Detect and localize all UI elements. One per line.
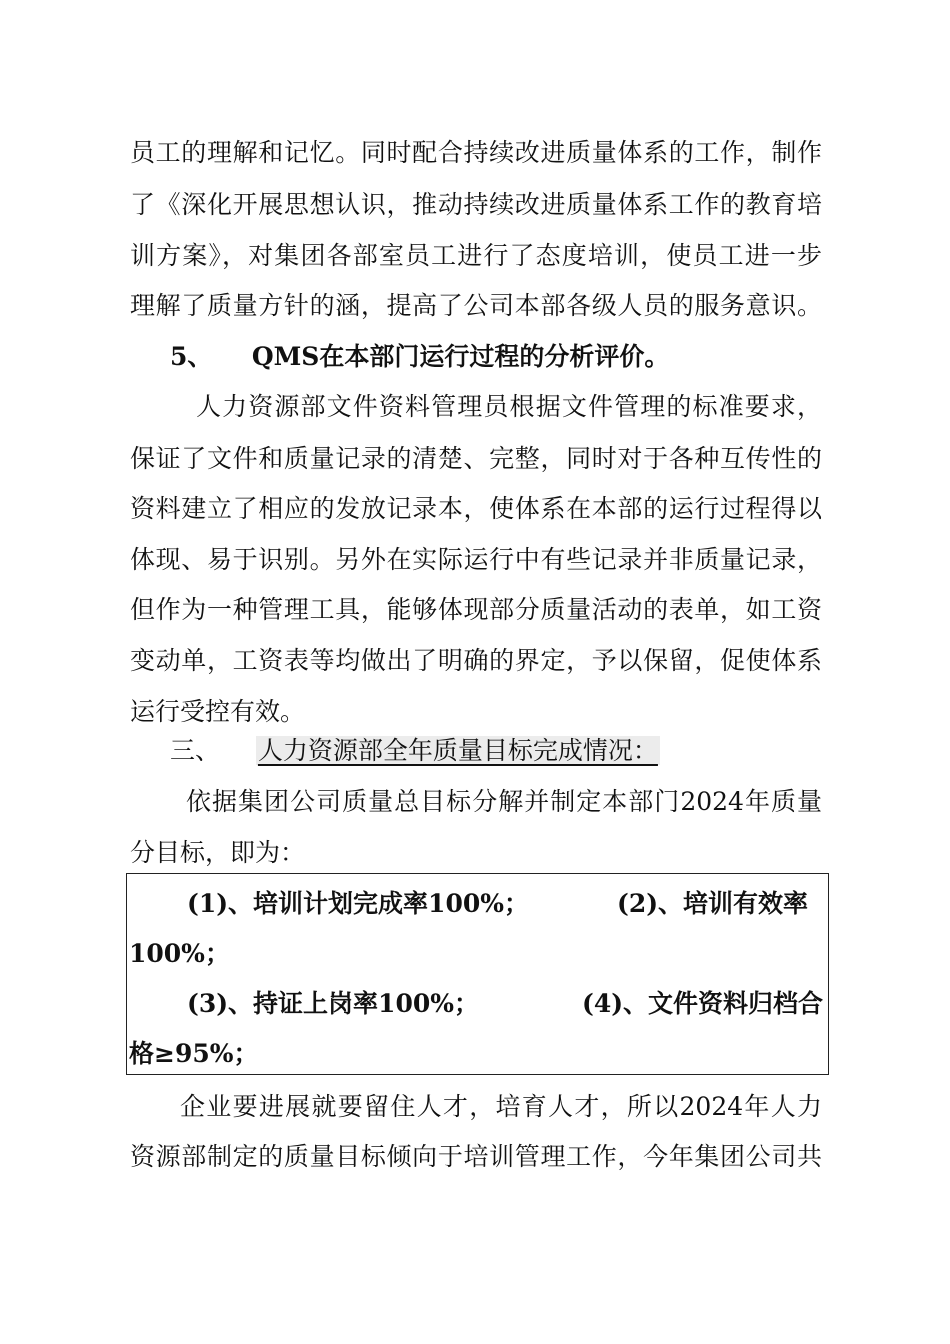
paragraph-line: 保证了文件和质量记录的清楚、完整，同时对于各种互传性的 bbox=[130, 444, 822, 473]
quality-targets-box bbox=[126, 873, 829, 1075]
target-item: 100%； bbox=[129, 939, 230, 968]
paragraph-line: 运行受控有效。 bbox=[130, 697, 306, 726]
paragraph-line: 了《深化开展思想认识，推动持续改进质量体系工作的教育培 bbox=[130, 190, 822, 219]
paragraph-line: 资源部制定的质量目标倾向于培训管理工作，今年集团公司共 bbox=[130, 1142, 822, 1171]
paragraph-line: 依据集团公司质量总目标分解并制定本部门2024年质量 bbox=[186, 787, 823, 816]
paragraph-line: 但作为一种管理工具，能够体现部分质量活动的表单，如工资 bbox=[130, 595, 822, 624]
section-number: 三、 bbox=[170, 736, 221, 765]
target-item: (1)、培训计划完成率100%； bbox=[187, 889, 529, 918]
paragraph-line: 训方案》，对集团各部室员工进行了态度培训，使员工进一步 bbox=[130, 241, 822, 270]
section-heading bbox=[170, 731, 770, 771]
paragraph-line: 人力资源部文件资料管理员根据文件管理的标准要求， bbox=[196, 392, 822, 421]
paragraph-line: 企业要进展就要留住人才，培育人才，所以2024年人力 bbox=[180, 1092, 823, 1121]
paragraph-line: 变动单，工资表等均做出了明确的界定，予以保留，促使体系 bbox=[130, 646, 822, 675]
paragraph-line: 员工的理解和记忆。同时配合持续改进质量体系的工作，制作 bbox=[130, 138, 822, 167]
paragraph-line: 资料建立了相应的发放记录本，使体系在本部的运行过程得以 bbox=[130, 494, 822, 523]
target-item: (4)、文件资料归档合 bbox=[582, 989, 824, 1018]
section-title: 人力资源部全年质量目标完成情况： bbox=[257, 736, 658, 765]
section-heading bbox=[170, 337, 770, 377]
paragraph-line: 分目标，即为： bbox=[130, 838, 306, 867]
paragraph-line: 体现、易于识别。另外在实际运行中有些记录并非质量记录， bbox=[130, 545, 822, 574]
section-number: 5、 bbox=[170, 342, 213, 371]
target-item: 格≥95%； bbox=[129, 1039, 259, 1068]
paragraph-line: 理解了质量方针的涵，提高了公司本部各级人员的服务意识。 bbox=[130, 291, 822, 320]
target-item: (3)、持证上岗率100%； bbox=[187, 989, 479, 1018]
section-title: QMS在本部门运行过程的分析评价。 bbox=[251, 342, 670, 371]
target-item: (2)、培训有效率 bbox=[617, 889, 809, 918]
